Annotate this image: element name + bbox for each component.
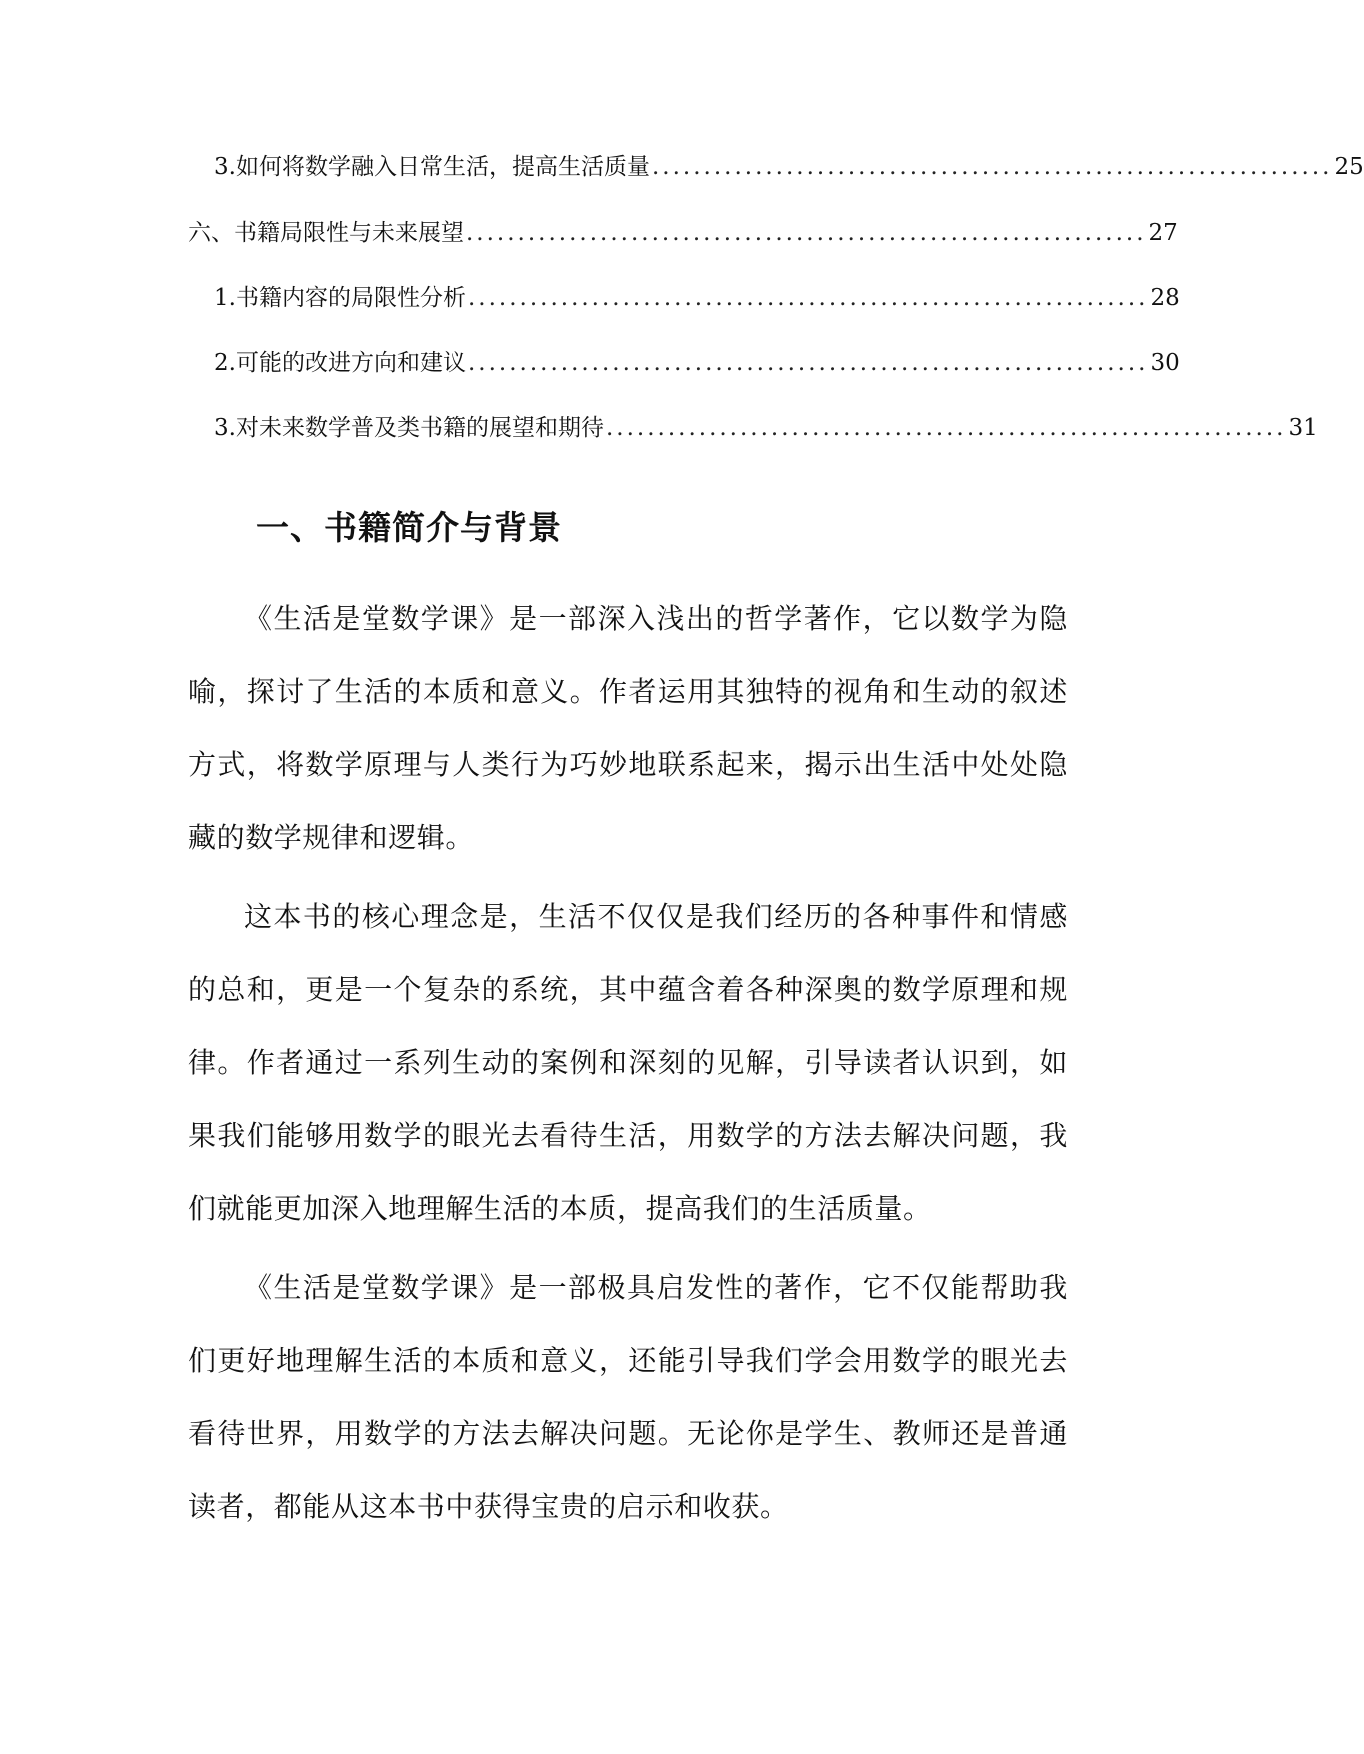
toc-entry[interactable]	[214, 152, 1364, 182]
toc-entry[interactable]	[214, 283, 1180, 313]
toc-entry-title: 六、书籍局限性与未来展望	[188, 220, 464, 246]
body-paragraph: 《生活是堂数学课》是一部深入浅出的哲学著作，它以数学为隐喻，探讨了生活的本质和意义。作者运用其独特的视角和生动的叙述方式，将数学原理与人类行为巧妙地联系起来，揭示出生活中处处隐藏的数学规律和逻辑。	[188, 602, 1068, 854]
toc-entry-title: 如何将数学融入日常生活，提高生活质量	[235, 154, 650, 180]
toc-dot-leader: ..................................................................	[467, 285, 1149, 311]
body-paragraph: 《生活是堂数学课》是一部极具启发性的著作，它不仅能帮助我们更好地理解生活的本质和意义，还能引导我们学会用数学的眼光去看待世界，用数学的方法去解决问题。无论你是学生、教师还是普通读者，都能从这本书中获得宝贵的启示和收获。	[188, 1271, 1068, 1523]
toc-entry[interactable]	[214, 413, 1318, 443]
toc-dot-leader: ..................................................................	[467, 350, 1149, 376]
toc-entry-page: 31	[1288, 415, 1318, 441]
toc-entry-number: 3.	[214, 415, 236, 441]
section-body	[188, 582, 1068, 1549]
toc-entry[interactable]	[214, 348, 1180, 378]
toc-entry-title: 可能的改进方向和建议	[235, 350, 466, 376]
section-heading: 一、书籍简介与背景	[256, 508, 562, 547]
toc-dot-leader: ..................................................................	[466, 220, 1147, 246]
toc-entry-number: 3.	[214, 154, 236, 180]
toc-entry-title: 书籍内容的局限性分析	[235, 285, 466, 311]
toc-dot-leader: ..................................................................	[605, 415, 1287, 441]
toc-dot-leader: ..................................................................	[651, 154, 1333, 180]
toc-entry-page: 30	[1150, 350, 1180, 376]
toc-entry[interactable]	[188, 218, 1178, 248]
toc-entry-page: 28	[1150, 285, 1180, 311]
body-paragraph: 这本书的核心理念是，生活不仅仅是我们经历的各种事件和情感的总和，更是一个复杂的系统，其中蕴含着各种深奥的数学原理和规律。作者通过一系列生动的案例和深刻的见解，引导读者认识到，如果我们能够用数学的眼光去看待生活，用数学的方法去解决问题，我们就能更加深入地理解生活的本质，提高我们的生活质量。	[188, 900, 1068, 1225]
toc-entry-page: 25	[1334, 154, 1364, 180]
toc-entry-number: 2.	[214, 350, 236, 376]
toc-entry-title: 对未来数学普及类书籍的展望和期待	[235, 415, 604, 441]
toc-entry-page: 27	[1148, 220, 1178, 246]
toc-entry-number: 1.	[214, 285, 236, 311]
